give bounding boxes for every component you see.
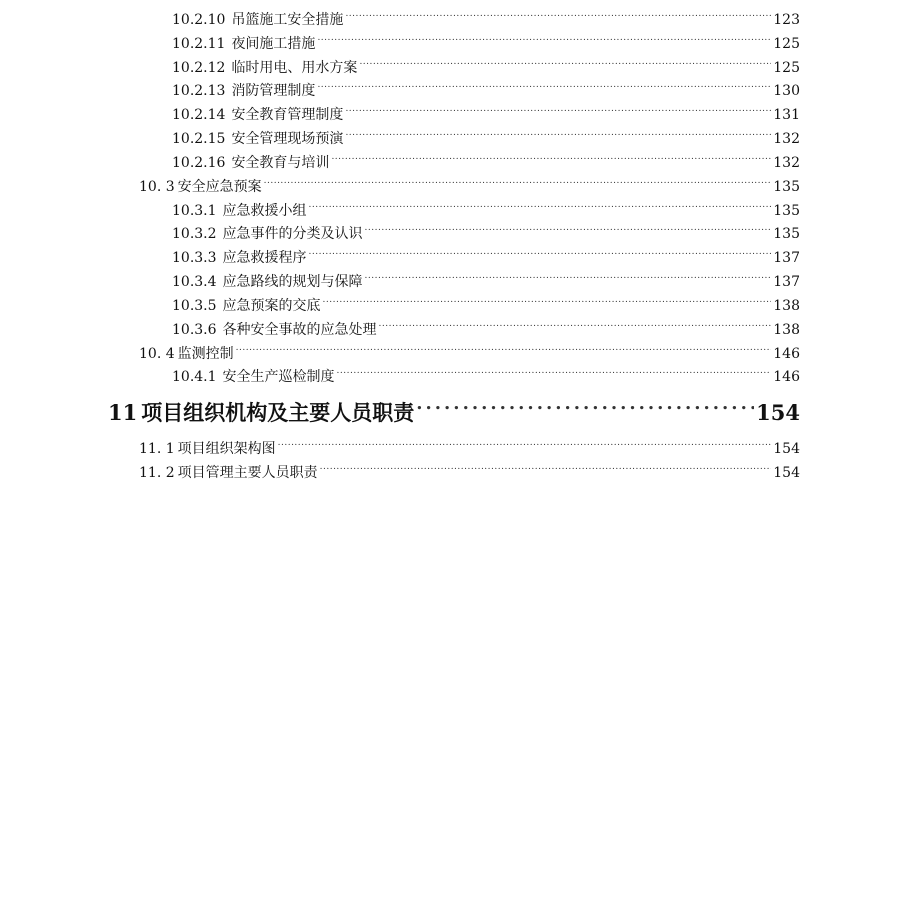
- toc-entry[interactable]: [172, 153, 800, 173]
- toc-page-number: 138: [773, 322, 800, 338]
- toc-leader-dots: [323, 296, 772, 310]
- toc-entry[interactable]: [172, 272, 800, 292]
- toc-title: 吊篮施工安全措施: [231, 12, 344, 28]
- toc-number: 10.2.16: [172, 155, 226, 171]
- toc-title: 安全应急预案: [177, 179, 262, 195]
- toc-entry[interactable]: [172, 58, 800, 78]
- toc-page-number: 132: [773, 131, 800, 147]
- toc-title: 应急路线的规划与保障: [222, 274, 363, 290]
- toc-entry[interactable]: [172, 10, 800, 30]
- toc-number: 10.2.12: [172, 60, 226, 76]
- toc-page-number: 135: [773, 226, 800, 242]
- toc-entry[interactable]: [139, 344, 800, 364]
- toc-page-number: 154: [773, 441, 800, 457]
- toc-number: 10.4.1: [172, 369, 217, 385]
- toc-leader-dots: [345, 129, 771, 143]
- toc-page-number: 130: [773, 83, 800, 99]
- toc-page-number: 123: [773, 12, 800, 28]
- toc-number: 11: [108, 400, 138, 425]
- toc-number: 10. 3: [139, 179, 175, 195]
- toc-page-number: 154: [773, 465, 800, 481]
- toc-page-number: 125: [773, 60, 800, 76]
- toc-leader-dots: [317, 81, 771, 95]
- toc-page-number: 137: [773, 274, 800, 290]
- toc-title: 安全教育管理制度: [231, 107, 344, 123]
- toc-number: 10.3.4: [172, 274, 217, 290]
- toc-chapter-entry[interactable]: [108, 399, 800, 427]
- toc-number: 10.2.11: [172, 36, 226, 52]
- toc-number: 11. 2: [139, 465, 175, 481]
- toc-number: 10.2.14: [172, 107, 226, 123]
- toc-entry[interactable]: [172, 129, 800, 149]
- toc-page-number: 146: [773, 369, 800, 385]
- toc-title: 应急救援小组: [222, 203, 307, 219]
- toc-entry[interactable]: [172, 367, 800, 387]
- toc-number: 10.3.5: [172, 298, 217, 314]
- toc-leader-dots: [278, 439, 772, 453]
- toc-title: 各种安全事故的应急处理: [222, 322, 377, 338]
- toc-number: 11. 1: [139, 441, 175, 457]
- toc-title: 夜间施工措施: [231, 36, 316, 52]
- toc-leader-dots: [337, 367, 772, 381]
- toc-title: 安全教育与培训: [231, 155, 330, 171]
- toc-leader-dots: [236, 344, 772, 358]
- toc-entry[interactable]: [172, 34, 800, 54]
- toc-entry[interactable]: [172, 201, 800, 221]
- toc-entry[interactable]: [172, 81, 800, 101]
- toc-entry[interactable]: [172, 224, 800, 244]
- toc-entry[interactable]: [139, 177, 800, 197]
- toc-number: 10.2.13: [172, 83, 226, 99]
- toc-page-number: 135: [773, 203, 800, 219]
- toc-leader-dots: [320, 463, 772, 477]
- toc-title: 应急救援程序: [222, 250, 307, 266]
- toc-title: 安全管理现场预演: [231, 131, 344, 147]
- toc-entry[interactable]: [172, 296, 800, 316]
- toc-number: 10.3.3: [172, 250, 217, 266]
- toc-leader-dots: [345, 105, 771, 119]
- toc-number: 10.3.2: [172, 226, 217, 242]
- toc-number: 10.3.1: [172, 203, 217, 219]
- toc-number: 10.3.6: [172, 322, 217, 338]
- toc-title: 应急事件的分类及认识: [222, 226, 363, 242]
- toc-leader-dots: [264, 177, 772, 191]
- toc-title: 应急预案的交底: [222, 298, 321, 314]
- toc-entry[interactable]: [172, 105, 800, 125]
- toc-leader-dots: [345, 10, 771, 24]
- toc-leader-dots: [359, 58, 771, 72]
- toc-leader-dots: [317, 34, 771, 48]
- toc-page-number: 125: [773, 36, 800, 52]
- toc-title: 监测控制: [177, 346, 234, 362]
- toc-title: 安全生产巡检制度: [222, 369, 335, 385]
- toc-page-number: 137: [773, 250, 800, 266]
- toc-page-number: 132: [773, 155, 800, 171]
- toc-leader-dots: [416, 399, 754, 420]
- toc-leader-dots: [309, 201, 772, 215]
- toc-entry[interactable]: [139, 439, 800, 459]
- toc-title: 消防管理制度: [231, 83, 316, 99]
- toc-page-number: 154: [756, 400, 800, 425]
- toc-leader-dots: [379, 320, 772, 334]
- toc-leader-dots: [309, 248, 772, 262]
- toc-number: 10.2.15: [172, 131, 226, 147]
- toc-page-number: 138: [773, 298, 800, 314]
- toc-entry[interactable]: [172, 248, 800, 268]
- toc-title: 临时用电、用水方案: [231, 60, 358, 76]
- toc-entry[interactable]: [172, 320, 800, 340]
- toc-leader-dots: [365, 224, 772, 238]
- toc-title: 项目组织机构及主要人员职责: [141, 400, 415, 425]
- toc-leader-dots: [331, 153, 771, 167]
- toc-number: 10.2.10: [172, 12, 226, 28]
- toc-leader-dots: [365, 272, 772, 286]
- toc-page-number: 131: [773, 107, 800, 123]
- toc-page-number: 146: [773, 346, 800, 362]
- toc-number: 10. 4: [139, 346, 175, 362]
- toc-title: 项目组织架构图: [177, 441, 276, 457]
- toc-page-number: 135: [773, 179, 800, 195]
- toc-entry[interactable]: [139, 463, 800, 483]
- toc-title: 项目管理主要人员职责: [177, 465, 318, 481]
